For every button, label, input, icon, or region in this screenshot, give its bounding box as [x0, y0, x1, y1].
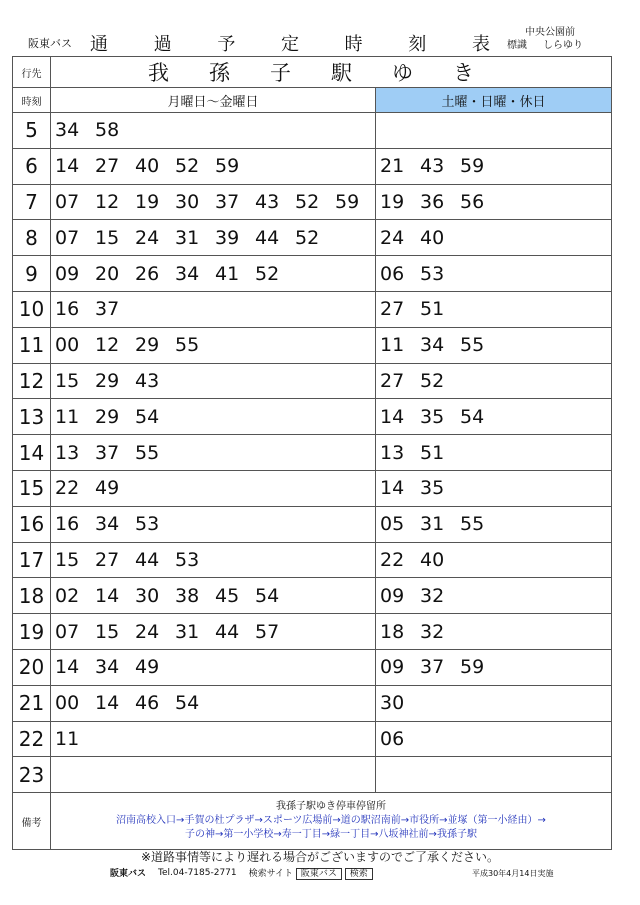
- page-title: [90, 30, 490, 56]
- weekend-minutes: [376, 327, 612, 363]
- departure-minute: 34: [95, 513, 120, 536]
- weekday-minutes: [51, 256, 376, 292]
- hour-row: [13, 435, 612, 471]
- departure-minute: 15: [95, 226, 120, 249]
- hour-row: [13, 757, 612, 793]
- destination-label: 行先: [13, 57, 51, 88]
- departure-minute: 54: [135, 405, 160, 428]
- weekend-minutes: [376, 757, 612, 793]
- departure-minute: 32: [420, 620, 445, 643]
- departure-minute: 13: [55, 441, 80, 464]
- departure-minute: 05: [380, 513, 405, 536]
- departure-minute: 21: [380, 155, 405, 178]
- departure-minute: 14: [55, 656, 80, 679]
- departure-minute: 43: [255, 190, 280, 213]
- departure-minute: 52: [255, 262, 280, 285]
- destination-value: 我孫子駅ゆき: [51, 57, 612, 88]
- weekday-minutes: [51, 113, 376, 149]
- hour-row: [13, 184, 612, 220]
- weekday-minutes: [51, 614, 376, 650]
- sign-value: しらゆり: [543, 40, 583, 51]
- departure-minute: 06: [380, 727, 405, 750]
- departure-minute: 55: [135, 441, 160, 464]
- notes-label: 備考: [13, 793, 51, 850]
- departure-minute: 24: [135, 226, 160, 249]
- departure-minute: 55: [460, 334, 485, 357]
- departure-minute: 32: [420, 584, 445, 607]
- hour-row: [13, 614, 612, 650]
- hour-cell: 23: [13, 757, 51, 793]
- departure-minute: 49: [135, 656, 160, 679]
- hour-row: [13, 291, 612, 327]
- departure-minute: 09: [380, 656, 405, 679]
- departure-minute: 15: [95, 620, 120, 643]
- departure-minute: 13: [380, 441, 405, 464]
- departure-minute: 15: [55, 548, 80, 571]
- departure-minute: 53: [175, 548, 200, 571]
- weekend-minutes: [376, 256, 612, 292]
- departure-minute: 15: [55, 369, 80, 392]
- departure-minute: 54: [460, 405, 485, 428]
- departure-minute: 35: [420, 405, 445, 428]
- weekday-minutes: [51, 685, 376, 721]
- departure-minute: 44: [215, 620, 240, 643]
- departure-minute: 37: [95, 441, 120, 464]
- hour-cell: 6: [13, 148, 51, 184]
- weekend-minutes: [376, 578, 612, 614]
- hour-cell: 7: [13, 184, 51, 220]
- departure-minute: 49: [95, 477, 120, 500]
- departure-minute: 38: [175, 584, 200, 607]
- departure-minute: 11: [55, 727, 80, 750]
- weekend-minutes: [376, 470, 612, 506]
- departure-minute: 37: [215, 190, 240, 213]
- company-name: 阪東バス: [28, 37, 72, 50]
- weekday-minutes: [51, 363, 376, 399]
- departure-minute: 02: [55, 584, 80, 607]
- weekend-header: 土曜・日曜・休日: [376, 88, 612, 113]
- departure-minute: 24: [380, 226, 405, 249]
- departure-minute: 36: [420, 190, 445, 213]
- weekday-minutes: [51, 506, 376, 542]
- weekday-minutes: [51, 542, 376, 578]
- departure-minute: 14: [380, 477, 405, 500]
- departure-minute: 46: [135, 692, 160, 715]
- footer-company: 阪東バス: [110, 869, 147, 879]
- departure-minute: 45: [215, 584, 240, 607]
- departure-minute: 19: [135, 190, 160, 213]
- stop-info: [507, 26, 583, 52]
- hour-cell: 17: [13, 542, 51, 578]
- departure-minute: 59: [460, 155, 485, 178]
- departure-minute: 14: [95, 692, 120, 715]
- departure-minute: 29: [95, 405, 120, 428]
- departure-minute: 27: [380, 298, 405, 321]
- timetable: [12, 56, 612, 850]
- weekday-header: 月曜日～金曜日: [51, 88, 376, 113]
- departure-minute: 14: [380, 405, 405, 428]
- hour-row: [13, 399, 612, 435]
- weekend-minutes: [376, 614, 612, 650]
- weekday-minutes: [51, 757, 376, 793]
- departure-minute: 07: [55, 226, 80, 249]
- hour-row: [13, 327, 612, 363]
- departure-minute: 34: [95, 656, 120, 679]
- title-char: 通: [90, 34, 108, 55]
- delay-notice: ※道路事情等により遅れる場合がございますのでご了承ください。: [140, 850, 500, 864]
- departure-minute: 22: [380, 548, 405, 571]
- time-label: 時刻: [13, 88, 51, 113]
- title-char: 定: [280, 34, 299, 55]
- departure-minute: 51: [420, 441, 445, 464]
- departure-minute: 29: [135, 334, 160, 357]
- departure-minute: 59: [335, 190, 360, 213]
- departure-minute: 40: [420, 226, 445, 249]
- departure-minute: 31: [420, 513, 445, 536]
- departure-minute: 52: [175, 155, 200, 178]
- hour-cell: 12: [13, 363, 51, 399]
- weekend-minutes: [376, 685, 612, 721]
- departure-minute: 09: [380, 584, 405, 607]
- stop-name: 中央公園前: [525, 27, 575, 38]
- search-box: 阪東バス: [296, 868, 342, 880]
- departure-minute: 53: [135, 513, 160, 536]
- departure-minute: 12: [95, 190, 120, 213]
- weekend-minutes: [376, 506, 612, 542]
- weekend-minutes: [376, 184, 612, 220]
- hour-row: [13, 685, 612, 721]
- departure-minute: 44: [255, 226, 280, 249]
- weekend-minutes: [376, 363, 612, 399]
- weekend-minutes: [376, 220, 612, 256]
- weekday-minutes: [51, 184, 376, 220]
- hour-cell: 16: [13, 506, 51, 542]
- sign-label: 標識: [507, 40, 527, 51]
- departure-minute: 16: [55, 513, 80, 536]
- hour-cell: 14: [13, 435, 51, 471]
- weekend-minutes: [376, 721, 612, 757]
- hour-cell: 22: [13, 721, 51, 757]
- hour-cell: 15: [13, 470, 51, 506]
- weekend-minutes: [376, 291, 612, 327]
- departure-minute: 58: [95, 119, 120, 142]
- departure-minute: 34: [420, 334, 445, 357]
- weekend-minutes: [376, 542, 612, 578]
- departure-minute: 56: [460, 190, 485, 213]
- search-button: 検索: [345, 868, 373, 880]
- departure-minute: 30: [135, 584, 160, 607]
- departure-minute: 07: [55, 620, 80, 643]
- departure-minute: 00: [55, 692, 80, 715]
- departure-minute: 18: [380, 620, 405, 643]
- departure-minute: 40: [420, 548, 445, 571]
- hour-row: [13, 220, 612, 256]
- phone-number: Tel.04-7185-2771: [158, 867, 237, 878]
- departure-minute: 43: [420, 155, 445, 178]
- hour-row: [13, 470, 612, 506]
- weekday-minutes: [51, 435, 376, 471]
- departure-minute: 31: [175, 620, 200, 643]
- departure-minute: 52: [295, 190, 320, 213]
- departure-minute: 26: [135, 262, 160, 285]
- departure-minute: 34: [55, 119, 80, 142]
- departure-minute: 00: [55, 334, 80, 357]
- departure-minute: 41: [215, 262, 240, 285]
- departure-minute: 43: [135, 369, 160, 392]
- weekday-minutes: [51, 721, 376, 757]
- departure-minute: 14: [55, 155, 80, 178]
- departure-minute: 22: [55, 477, 80, 500]
- search-site-label: 検索サイト: [248, 869, 294, 879]
- weekend-minutes: [376, 435, 612, 471]
- departure-minute: 59: [215, 155, 240, 178]
- departure-minute: 52: [295, 226, 320, 249]
- hour-row: [13, 363, 612, 399]
- departure-minute: 55: [460, 513, 485, 536]
- hour-cell: 9: [13, 256, 51, 292]
- departure-minute: 19: [380, 190, 405, 213]
- weekday-minutes: [51, 578, 376, 614]
- departure-minute: 53: [420, 262, 445, 285]
- hour-row: [13, 649, 612, 685]
- departure-minute: 06: [380, 262, 405, 285]
- departure-minute: 54: [175, 692, 200, 715]
- hour-cell: 5: [13, 113, 51, 149]
- departure-minute: 30: [175, 190, 200, 213]
- notes: [51, 793, 612, 850]
- hour-cell: 19: [13, 614, 51, 650]
- weekend-minutes: [376, 113, 612, 149]
- effective-date: 平成30年4月14日実施: [472, 869, 554, 878]
- weekday-minutes: [51, 291, 376, 327]
- departure-minute: 07: [55, 190, 80, 213]
- departure-minute: 51: [420, 298, 445, 321]
- departure-minute: 30: [380, 692, 405, 715]
- title-char: 過: [153, 34, 172, 55]
- departure-minute: 59: [460, 656, 485, 679]
- title-char: 予: [217, 34, 236, 55]
- departure-minute: 55: [175, 334, 200, 357]
- departure-minute: 27: [95, 548, 120, 571]
- departure-minute: 11: [380, 334, 405, 357]
- departure-minute: 27: [380, 369, 405, 392]
- weekend-minutes: [376, 649, 612, 685]
- departure-minute: 35: [420, 477, 445, 500]
- departure-minute: 29: [95, 369, 120, 392]
- departure-minute: 14: [95, 584, 120, 607]
- departure-minute: 37: [95, 298, 120, 321]
- hour-row: [13, 506, 612, 542]
- departure-minute: 11: [55, 405, 80, 428]
- hour-row: [13, 721, 612, 757]
- hour-cell: 11: [13, 327, 51, 363]
- departure-minute: 27: [95, 155, 120, 178]
- hour-row: [13, 148, 612, 184]
- hour-cell: 8: [13, 220, 51, 256]
- weekday-minutes: [51, 470, 376, 506]
- departure-minute: 16: [55, 298, 80, 321]
- title-char: 時: [344, 34, 363, 55]
- hour-cell: 21: [13, 685, 51, 721]
- title-char: 表: [471, 34, 490, 55]
- hour-cell: 13: [13, 399, 51, 435]
- title-char: 刻: [408, 34, 427, 55]
- departure-minute: 57: [255, 620, 280, 643]
- weekend-minutes: [376, 148, 612, 184]
- weekday-minutes: [51, 649, 376, 685]
- hour-cell: 20: [13, 649, 51, 685]
- hour-row: [13, 113, 612, 149]
- hour-row: [13, 542, 612, 578]
- weekday-minutes: [51, 399, 376, 435]
- departure-minute: 20: [95, 262, 120, 285]
- departure-minute: 52: [420, 369, 445, 392]
- weekday-minutes: [51, 148, 376, 184]
- hour-cell: 18: [13, 578, 51, 614]
- weekday-minutes: [51, 327, 376, 363]
- departure-minute: 40: [135, 155, 160, 178]
- departure-minute: 34: [175, 262, 200, 285]
- footer: [110, 866, 373, 879]
- notes-heading: 我孫子駅ゆき停車停留所: [276, 801, 386, 813]
- hour-row: [13, 256, 612, 292]
- weekend-minutes: [376, 399, 612, 435]
- departure-minute: 37: [420, 656, 445, 679]
- hour-cell: 10: [13, 291, 51, 327]
- departure-minute: 31: [175, 226, 200, 249]
- departure-minute: 54: [255, 584, 280, 607]
- departure-minute: 12: [95, 334, 120, 357]
- departure-minute: 44: [135, 548, 160, 571]
- departure-minute: 39: [215, 226, 240, 249]
- departure-minute: 09: [55, 262, 80, 285]
- departure-minute: 24: [135, 620, 160, 643]
- hour-row: [13, 578, 612, 614]
- route-line-2: 子の神→第一小学校→寿一丁目→緑一丁目→八坂神社前→我孫子駅: [185, 829, 477, 841]
- route-line-1: 沼南高校入口→手賀の杜プラザ→スポーツ広場前→道の駅沼南前→市役所→並塚（第一小経由）→: [116, 815, 546, 827]
- weekday-minutes: [51, 220, 376, 256]
